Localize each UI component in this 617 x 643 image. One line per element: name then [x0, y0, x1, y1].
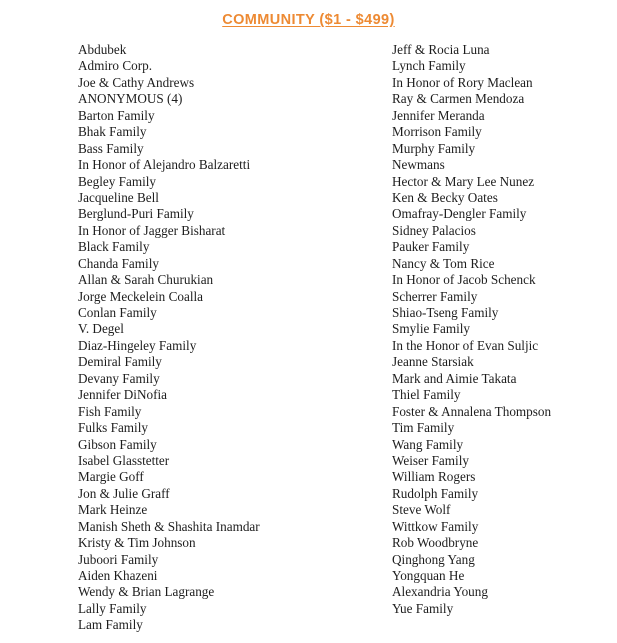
donor-name: Aiden Khazeni [78, 568, 158, 583]
donor-name: Begley Family [78, 173, 157, 189]
donor-name: Black Family [78, 239, 150, 255]
donor-name: Joe & Cathy Andrews [78, 74, 195, 90]
donor-name: Jeanne Starsiak [392, 354, 474, 370]
donor-name: Thiel Family [392, 387, 461, 403]
donor-name: ANONYMOUS (4) [78, 91, 183, 107]
donor-name: Bass Family [78, 140, 144, 156]
donor-name: Mark and Aimie Takata [392, 370, 517, 386]
donor-name: Fish Family [78, 403, 142, 419]
donor-name: Barton Family [78, 107, 155, 123]
donor-name: Nancy & Tom Rice [392, 255, 495, 271]
donor-name: Chanda Family [78, 255, 159, 271]
donor-name: Qinghong Yang [392, 551, 475, 567]
title-container [0, 11, 617, 29]
donor-name: Diaz-Hingeley Family [78, 337, 197, 353]
donor-name: In Honor of Jagger Bisharat [78, 222, 226, 238]
donor-name: Manish Sheth & Shashita Inamdar [78, 518, 260, 534]
donor-name: Alexandria Young [392, 584, 488, 600]
donor-name: Rob Woodbryne [392, 535, 479, 551]
donor-name: Yongquan He [392, 568, 465, 583]
donor-name: Jennifer Meranda [392, 107, 485, 123]
donor-name: Scherrer Family [392, 288, 478, 304]
donor-name: Morrison Family [392, 124, 482, 140]
section-title: COMMUNITY ($1 - $499) [222, 12, 395, 28]
donor-name: Allan & Sarah Churukian [78, 272, 214, 288]
donor-name: Demiral Family [78, 354, 162, 370]
donor-name: In Honor of Rory Maclean [392, 74, 533, 90]
donor-name: Pauker Family [392, 239, 470, 255]
donor-name: Lynch Family [392, 58, 466, 74]
donor-name: Wittkow Family [392, 518, 479, 534]
donor-name: Shiao-Tseng Family [392, 305, 499, 320]
donor-name: Smylie Family [392, 321, 471, 337]
donor-name: Jeff & Rocia Luna [392, 42, 490, 57]
donor-name: Bhak Family [78, 124, 147, 140]
donor-name: In Honor of Jacob Schenck [392, 272, 536, 288]
donor-name: Conlan Family [78, 305, 157, 320]
donor-name: Lally Family [78, 600, 147, 616]
donor-name: Mark Heinze [78, 502, 148, 518]
donor-name: Jorge Meckelein Coalla [78, 288, 203, 304]
donor-name: Jennifer DiNofia [78, 387, 167, 403]
donor-name: Margie Goff [78, 469, 144, 485]
donor-name: Berglund-Puri Family [78, 206, 194, 222]
donor-column-right [392, 42, 551, 617]
donor-name: Yue Family [392, 600, 454, 616]
donor-name: Sidney Palacios [392, 222, 476, 238]
donor-name: William Rogers [392, 469, 476, 485]
donor-name: Fulks Family [78, 420, 148, 436]
donor-name: Wendy & Brian Lagrange [78, 584, 215, 600]
donor-name: Juboori Family [78, 551, 159, 567]
donor-name: Foster & Annalena Thompson [392, 403, 552, 419]
donor-name: Rudolph Family [392, 485, 479, 501]
donor-name: Isabel Glasstetter [78, 452, 170, 468]
donor-name: Wang Family [392, 436, 464, 452]
donor-name: Gibson Family [78, 436, 157, 452]
donor-name: V. Degel [78, 321, 124, 337]
donor-name: Newmans [392, 157, 445, 173]
donor-name: Admiro Corp. [78, 58, 152, 74]
donor-name: Hector & Mary Lee Nunez [392, 173, 535, 189]
donor-name: In Honor of Alejandro Balzaretti [78, 157, 251, 173]
donor-name: Tim Family [392, 420, 455, 436]
donor-name: Ken & Becky Oates [392, 189, 498, 205]
donor-name: Omafray-Dengler Family [392, 206, 527, 222]
donor-name: Lam Family [78, 617, 143, 633]
donor-name: Steve Wolf [392, 502, 451, 518]
donor-name: Devany Family [78, 370, 160, 386]
donor-name: Jacqueline Bell [78, 189, 159, 205]
donor-name: Jon & Julie Graff [78, 485, 170, 501]
donor-name: Kristy & Tim Johnson [78, 535, 196, 551]
donor-column-left [78, 42, 260, 634]
donor-name: Weiser Family [392, 452, 469, 468]
donor-name: Ray & Carmen Mendoza [392, 91, 525, 107]
donor-name: Murphy Family [392, 140, 476, 156]
donor-name: In the Honor of Evan Suljic [392, 337, 539, 353]
donor-name: Abdubek [78, 42, 127, 57]
